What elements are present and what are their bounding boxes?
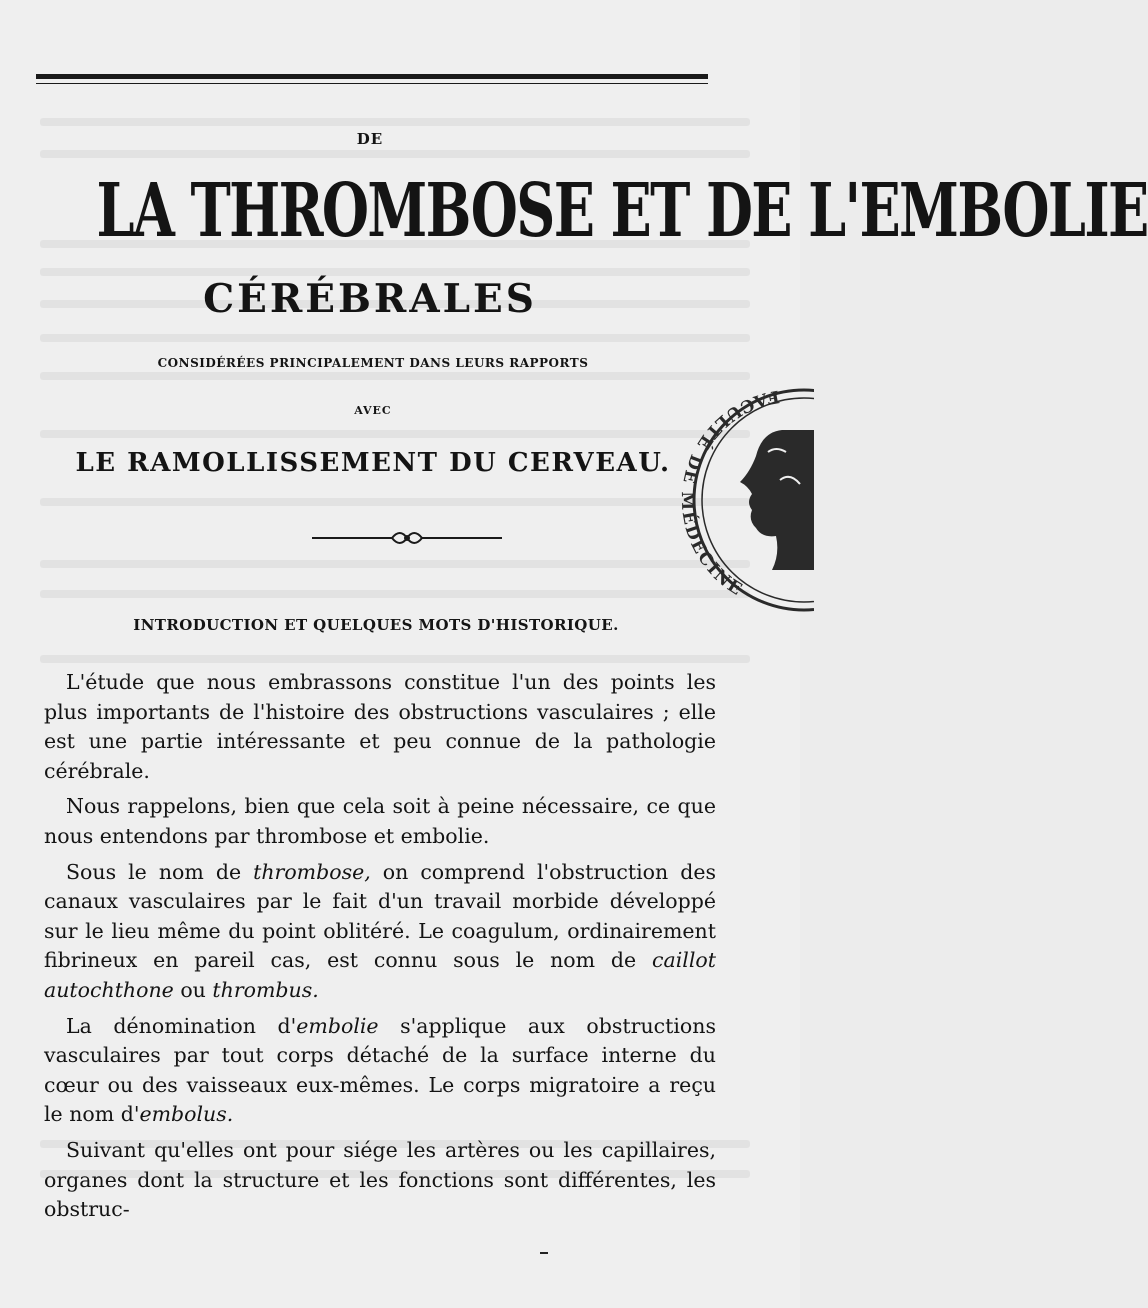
subtitle-topic: LE RAMOLLISSEMENT DU CERVEAU. — [75, 448, 671, 478]
document-subtitle: CÉRÉBRALES — [203, 276, 537, 322]
library-stamp-icon — [664, 360, 814, 640]
paragraph-text: s'applique aux obstructions vasculaires par tout corps détaché de la surface interne du cœur ou des vaisseaux eux-mêmes. Le corps migratoire a reçu le nom d' — [44, 1013, 716, 1127]
title-prefix: DE — [356, 130, 384, 148]
italic-term: thrombose, — [253, 859, 371, 884]
paragraph: Suivant qu'elles ont pour siége les artères ou les capillaires, organes dont la structure et les fonctions sont différentes, les obstruc- — [44, 1137, 716, 1222]
ornament-divider-icon — [312, 528, 502, 548]
italic-term: caillot autochthone — [44, 948, 716, 1002]
header-rule-thick — [36, 74, 708, 79]
section-heading: INTRODUCTION ET QUELQUES MOTS D'HISTORIQUE. — [133, 616, 619, 634]
stamp-text: FACULTÉ DE MÉDECINE — [676, 385, 781, 601]
subtitle-conjunction: AVEC — [354, 404, 392, 417]
body-text — [44, 668, 716, 1231]
italic-term: embolus. — [139, 1102, 234, 1127]
header-rule-thin — [36, 83, 708, 84]
paragraph-text: La dénomination d' — [66, 1013, 297, 1038]
paragraph-text: ou — [173, 977, 213, 1002]
italic-term: embolie — [296, 1013, 379, 1038]
paragraph — [44, 858, 716, 1006]
subtitle-line: CONSIDÉRÉES PRINCIPALEMENT DANS LEURS RAPPORTS — [157, 356, 589, 370]
italic-term: thrombus. — [212, 977, 319, 1002]
paragraph-text: Sous le nom de — [66, 859, 254, 884]
paragraph: L'étude que nous embrassons constitue l'un des points les plus importants de l'histoire des obstructions vasculaires ; elle est une partie intéressante et peu connue de la pathologie cérébrale. — [44, 670, 716, 783]
page-mark — [540, 1252, 548, 1254]
paragraph: Nous rappelons, bien que cela soit à peine nécessaire, ce que nous entendons par thrombose et embolie. — [44, 794, 716, 848]
document-title: LA THROMBOSE ET DE L'EMBOLIE — [96, 166, 1148, 254]
paragraph — [44, 1012, 716, 1130]
paragraph-text: on comprend l'obstruction des canaux vasculaires par le fait d'un travail morbide développé sur le lieu même du point oblitéré. Le coagulum, ordinairement fibrineux en pareil cas, est connu sous le nom de — [44, 859, 716, 973]
